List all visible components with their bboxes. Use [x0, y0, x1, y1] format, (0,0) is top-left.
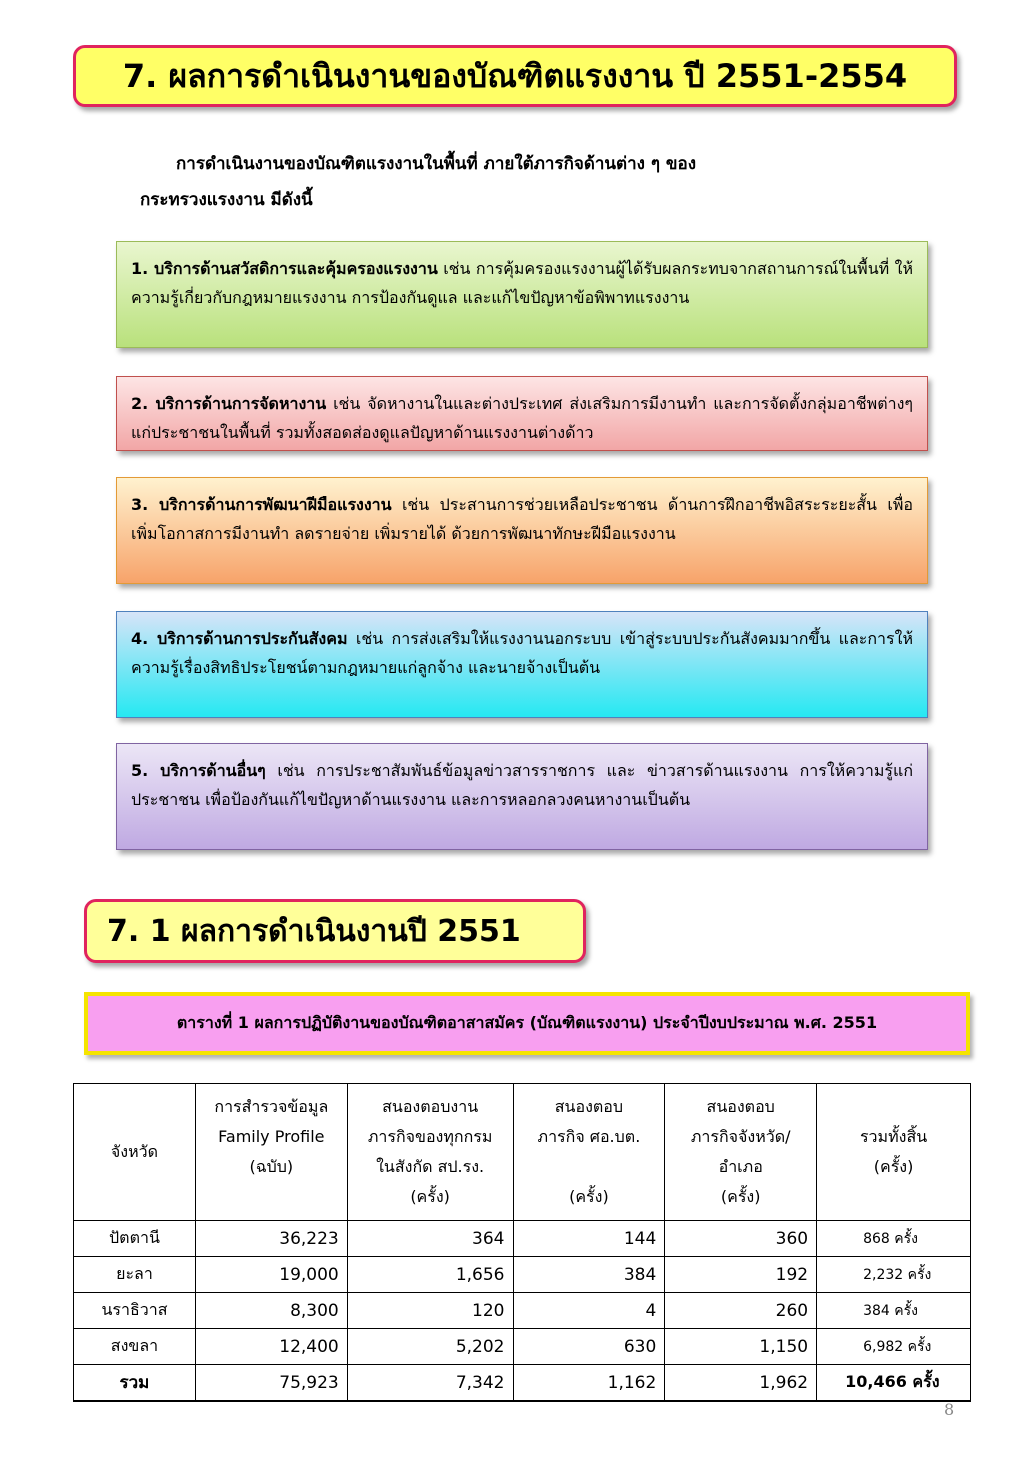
intro-line-2: กระทรวงแรงงาน มีดังนี้: [140, 190, 313, 210]
service-heading: 1. บริการด้านสวัสดิการและคุ้มครองแรงงาน: [131, 259, 438, 278]
header-line: (ครั้ง): [720, 1187, 761, 1206]
service-heading: 3. บริการด้านการพัฒนาฝีมือแรงงาน: [131, 495, 392, 514]
cell-total: 868 ครั้ง: [817, 1221, 971, 1257]
service-body: เช่น จัดหางานในและต่างประเทศ ส่งเสริมการมีงานทำ และการจัดตั้งกลุ่มอาชีพต่างๆ แก่ประชาชนในพื้นที่ รวมทั้งสอดส่องดูแลปัญหาด้านแรงงานต่างด้าว: [131, 394, 913, 442]
header-line: จังหวัด: [110, 1142, 158, 1161]
cell-total: 6,982 ครั้ง: [817, 1329, 971, 1365]
cell-value: 260: [665, 1293, 817, 1329]
cell-value: 120: [347, 1293, 513, 1329]
section-title-text: 7. 1 ผลการดำเนินงานปี 2551: [107, 913, 521, 949]
header-line: (ครั้ง): [410, 1187, 450, 1206]
cell-province: นราธิวาส: [74, 1293, 196, 1329]
header-line: การสำรวจข้อมูล: [214, 1097, 329, 1116]
header-line: สนองตอบงาน: [382, 1097, 479, 1116]
service-heading: 4. บริการด้านการประกันสังคม: [131, 629, 348, 648]
cell-value: 192: [665, 1257, 817, 1293]
table-row: [74, 1293, 971, 1329]
cell-value: 12,400: [195, 1329, 347, 1365]
service-body: เช่น การประชาสัมพันธ์ข้อมูลข่าวสารราชการ และ ข่าวสารด้านแรงงาน การให้ความรู้แก่ประชาชน เพื่อป้องกันแก้ไขปัญหาด้านแรงงาน และการหลอกลวงคนหางานเป็นต้น: [131, 761, 914, 809]
cell-value: 19,000: [195, 1257, 347, 1293]
header-line: อำเภอ: [718, 1157, 763, 1176]
service-body: เช่น การส่งเสริมให้แรงงานนอกระบบ เข้าสู่ระบบประกันสังคมมากขึ้น และการให้ความรู้เรื่องสิทธิประโยชน์ตามกฎหมายแก่ลูกจ้าง และนายจ้างเป็นต้น: [131, 629, 913, 677]
header-line: (ฉบับ): [249, 1157, 294, 1176]
header-family-profile: [195, 1084, 347, 1221]
header-province-district-tasks: [665, 1084, 817, 1221]
cell-value: 360: [665, 1221, 817, 1257]
header-line: (ครั้ง): [569, 1187, 609, 1206]
table-row: [74, 1221, 971, 1257]
table-caption: [84, 992, 970, 1055]
header-line: ในสังกัด สป.รง.: [376, 1157, 485, 1176]
header-ministry-tasks: [347, 1084, 513, 1221]
cell-total-label: รวม: [74, 1365, 196, 1402]
page-number: 8: [944, 1400, 955, 1419]
table-caption-text: ตารางที่ 1 ผลการปฏิบัติงานของบัณฑิตอาสาสมัคร (บัณฑิตแรงงาน) ประจำปีงบประมาณ พ.ศ. 2551: [176, 1013, 878, 1032]
cell-value: 5,202: [347, 1329, 513, 1365]
intro-line-1: การดำเนินงานของบัณฑิตแรงงานในพื้นที่ ภายใต้ภารกิจด้านต่าง ๆ ของ: [176, 154, 697, 174]
cell-value: 4: [513, 1293, 665, 1329]
section-title: [84, 899, 586, 963]
service-box-skill-development: [116, 477, 928, 584]
service-body: เช่น การคุ้มครองแรงงานผู้ได้รับผลกระทบจากสถานการณ์ในพื้นที่ ให้ความรู้เกี่ยวกับกฎหมายแรงงาน การป้องกันดูแล และแก้ไขปัญหาข้อพิพาทแรงงาน: [131, 259, 913, 307]
results-table: [73, 1083, 971, 1402]
header-line: ภารกิจจังหวัด/: [690, 1127, 791, 1146]
table-total-row: [74, 1365, 971, 1402]
cell-value: 36,223: [195, 1221, 347, 1257]
cell-value: 8,300: [195, 1293, 347, 1329]
header-sbpac-tasks: [513, 1084, 665, 1221]
header-province: [74, 1084, 196, 1221]
service-box-social-security: [116, 611, 928, 718]
header-line: รวมทั้งสิ้น: [859, 1127, 928, 1146]
header-line: (ครั้ง): [873, 1157, 914, 1176]
cell-value: 384: [513, 1257, 665, 1293]
cell-value: 7,342: [347, 1365, 513, 1402]
cell-value: 1,162: [513, 1365, 665, 1402]
header-line: ภารกิจของทุกกรม: [367, 1127, 493, 1146]
cell-value: 1,150: [665, 1329, 817, 1365]
table-row: [74, 1257, 971, 1293]
cell-value: 364: [347, 1221, 513, 1257]
header-line: สนองตอบ: [706, 1097, 775, 1116]
page-title: [73, 45, 957, 107]
cell-province: ปัตตานี: [74, 1221, 196, 1257]
service-body: เช่น ประสานการช่วยเหลือประชาชน ด้านการฝึกอาชีพอิสระระยะสั้น เพื่อเพิ่มโอกาสการมีงานทำ ลดรายจ่าย เพิ่มรายได้ ด้วยการพัฒนาทักษะฝีมือแรงงาน: [131, 495, 913, 543]
cell-value: 144: [513, 1221, 665, 1257]
header-grand-total: [817, 1084, 971, 1221]
service-heading: 5. บริการด้านอื่นๆ: [131, 761, 266, 780]
cell-value: 1,962: [665, 1365, 817, 1402]
header-line: ภารกิจ ศอ.บต.: [537, 1127, 641, 1146]
cell-grand-total: 10,466 ครั้ง: [817, 1365, 971, 1402]
cell-value: 75,923: [195, 1365, 347, 1402]
cell-total: 2,232 ครั้ง: [817, 1257, 971, 1293]
cell-value: 630: [513, 1329, 665, 1365]
service-box-employment: [116, 376, 928, 451]
cell-province: สงขลา: [74, 1329, 196, 1365]
table-row: [74, 1329, 971, 1365]
service-box-welfare: [116, 241, 928, 348]
page-title-text: 7. ผลการดำเนินงานของบัณฑิตแรงงาน ปี 2551-2554: [122, 56, 908, 95]
cell-value: 1,656: [347, 1257, 513, 1293]
service-heading: 2. บริการด้านการจัดหางาน: [131, 394, 327, 413]
table-header-row: [74, 1084, 971, 1221]
intro-paragraph: [140, 146, 940, 218]
header-line: Family Profile: [218, 1127, 325, 1146]
cell-total: 384 ครั้ง: [817, 1293, 971, 1329]
header-line: สนองตอบ: [554, 1097, 624, 1116]
cell-province: ยะลา: [74, 1257, 196, 1293]
service-box-other: [116, 743, 928, 850]
